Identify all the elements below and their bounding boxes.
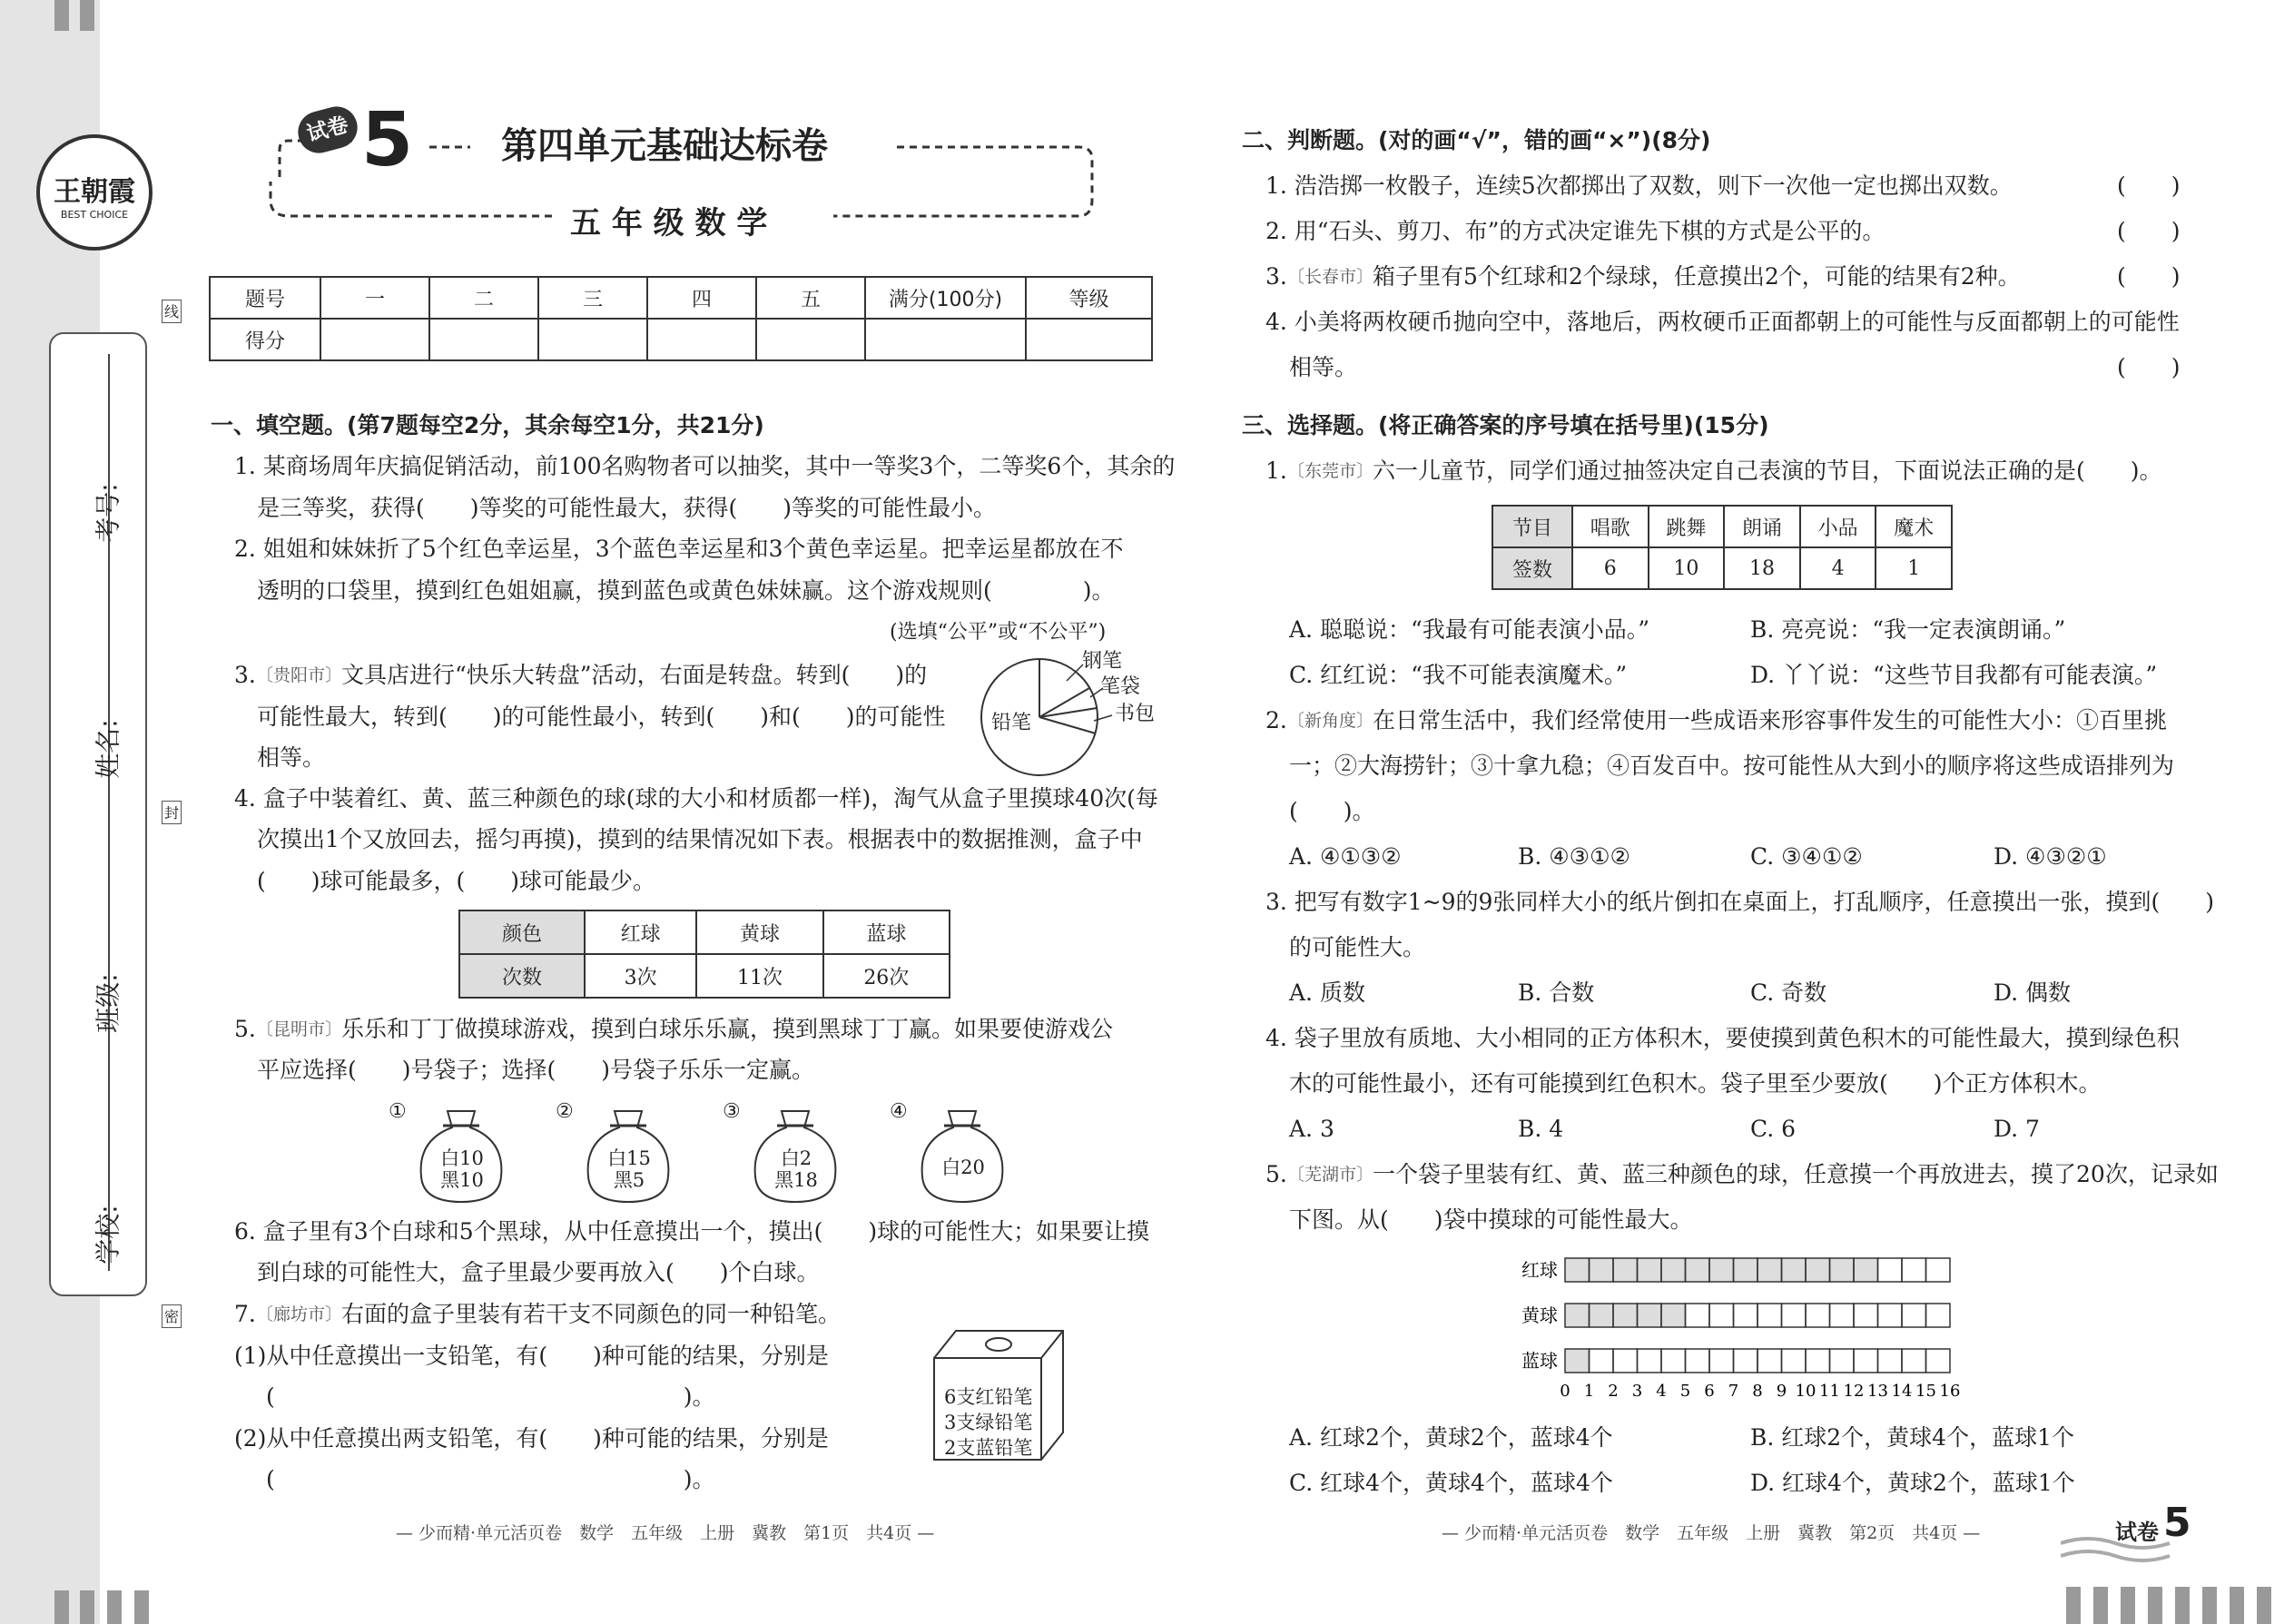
table-cell: 18 [1724,547,1800,589]
chart-grid-cell [1878,1258,1903,1282]
section-2-heading: 二、判断题。(对的画“√”，错的画“×”)(8分) [1242,127,1711,153]
chart-grid-cell [1638,1349,1662,1373]
score-header: 五 [756,277,865,319]
chart-grid-cell [1734,1349,1758,1373]
bag-number: ③ [723,1100,741,1123]
logo-subtext: BEST CHOICE [60,209,129,221]
score-header: 二 [429,277,538,319]
score-cell[interactable] [647,319,756,360]
chart-grid-cell [1926,1258,1951,1282]
chart-bar [1565,1304,1686,1327]
choice-option[interactable]: B. 红球2个，黄球4个，蓝球1个 [1750,1424,2074,1451]
bag-label: 白2 [780,1147,812,1169]
table-cell: 签数 [1492,547,1572,589]
chart-bar [1565,1258,1878,1282]
choice-option[interactable]: C. ③④①② [1750,843,1863,870]
q7-line: (1)从中任意摸出一支铅笔，有( )种可能的结果，分别是 [234,1343,829,1369]
chart-grid-cell [1854,1304,1878,1327]
chart-grid-cell [1782,1349,1807,1373]
choice-q3: 3. 把写有数字1~9的9张同样大小的纸片倒扣在桌面上，打乱顺序，任意摸出一张，摸到( ) [1265,889,2214,915]
q3-number: 3. [234,662,256,688]
score-row-label: 得分 [210,319,320,360]
bag-number: ④ [890,1100,908,1123]
table-cell: 节目 [1492,506,1572,547]
q3-line: 文具店进行“快乐大转盘”活动，右面是转盘。转到( )的 [341,662,928,688]
choice-option[interactable]: C. 奇数 [1750,979,1827,1006]
choice-q1-tag: 〔东莞市〕 [1287,461,1374,481]
spinner-label-pencil: 铅笔 [991,712,1032,734]
choice-option[interactable]: A. 红球2个，黄球2个，蓝球4个 [1289,1424,1613,1451]
chart-grid-cell [1854,1349,1878,1373]
chart-grid-cell [1686,1349,1710,1373]
judge-q3: 箱子里有5个红球和2个绿球，任意摸出2个，可能的结果有2种。 [1373,263,2021,290]
table-cell: 10 [1649,547,1725,589]
chart-tick-label: 16 [1939,1382,1961,1401]
judge-q3-number: 3. [1265,263,1287,290]
score-header: 一 [320,277,429,319]
q2-line: 2. 姐姐和妹妹折了5个红色幸运星，3个蓝色幸运星和3个黄色幸运星。把幸运星都放在不 [234,536,1124,562]
program-table [1492,505,1953,590]
chart-tick-label: 15 [1915,1382,1936,1401]
q1-line: 1. 某商场周年庆搞促销活动，前100名购物者可以抽奖，其中一等奖3个，二等奖6个，其余的 [234,453,1176,479]
chart-grid-cell [1902,1304,1926,1327]
chart-grid-cell [1926,1349,1951,1373]
bag-label: 白15 [607,1147,651,1169]
chart-grid-cell [1613,1349,1638,1373]
section-3-heading: 三、选择题。(将正确答案的序号填在括号里)(15分) [1242,412,1769,438]
judge-q4: 4. 小美将两枚硬币抛向空中，落地后，两枚硬币正面都朝上的可能性与反面都朝上的可能性 [1265,309,2180,335]
bag-1 [389,1097,507,1206]
chart-tick-label: 9 [1776,1382,1787,1401]
bag-number: ① [389,1100,407,1123]
chart-grid-cell [1878,1304,1903,1327]
chart-grid-cell [1806,1304,1830,1327]
bag-number: ② [556,1100,574,1123]
q2-hint: (选填“公平”或“不公平”) [890,621,1107,644]
chart-tick-label: 13 [1867,1382,1888,1401]
spinner-label-pencil-case: 笔袋 [1100,675,1141,698]
spinner-label-pen: 钢笔 [1082,650,1123,673]
judge-q4: 相等。 [1289,354,1358,380]
judge-q2: 2. 用“石头、剪刀、布”的方式决定谁先下棋的方式是公平的。 [1265,218,1885,244]
footer-right: — 少而精·单元活页卷 数学 五年级 上册 冀教 第2页 共4页 — [1442,1523,1981,1543]
choice-option[interactable]: A. 3 [1289,1116,1334,1142]
box-label: 2支蓝铅笔 [944,1437,1033,1459]
chart-tick-label: 14 [1891,1382,1913,1401]
student-info-panel [49,332,147,1296]
q7-line: (2)从中任意摸出两支铅笔，有( )种可能的结果，分别是 [234,1425,829,1452]
score-header: 满分(100分) [865,277,1026,319]
q5-line: 平应选择( )号袋子；选择( )号袋子乐乐一定赢。 [257,1057,815,1083]
chart-grid-cell [1902,1258,1926,1282]
table-cell: 唱歌 [1572,506,1649,547]
page-title: 第四单元基础达标卷 [501,125,828,167]
q3-source-tag: 〔贵阳市〕 [256,665,343,685]
box-label: 3支绿铅笔 [944,1412,1033,1433]
score-header: 等级 [1026,277,1152,319]
chart-tick-label: 3 [1631,1382,1643,1401]
chart-grid-cell [1686,1304,1710,1327]
choice-option[interactable]: B. 合数 [1518,979,1595,1006]
score-cell[interactable] [756,319,865,360]
choice-option[interactable]: B. 亮亮说：“我一定表演朗诵。” [1750,616,2066,643]
bag-3 [723,1097,841,1206]
seal-line-char: 线 [162,300,182,323]
choice-option[interactable]: B. ④③①② [1518,843,1630,870]
table-cell: 朗诵 [1724,506,1800,547]
corner-number: 5 [2163,1500,2191,1546]
score-header: 三 [538,277,647,319]
table-cell: 黄球 [696,910,822,954]
chart-grid-cell [1902,1349,1926,1373]
choice-option[interactable]: D. 丫丫说：“这些节目我都有可能表演。” [1750,662,2158,688]
q7-source-tag: 〔廊坊市〕 [256,1304,343,1324]
chart-tick-label: 2 [1608,1382,1619,1401]
ball-count-table [458,910,950,999]
q3-line: 相等。 [257,744,326,771]
choice-q1-number: 1. [1265,458,1287,484]
choice-q5-tag: 〔芜湖市〕 [1287,1165,1374,1185]
choice-option[interactable]: A. 聪聪说：“我最有可能表演小品。” [1289,616,1650,643]
q6-line: 到白球的可能性大，盒子里最少要再放入( )个白球。 [257,1259,820,1285]
q7-line: ( )。 [266,1466,715,1492]
chart-category-label: 红球 [1521,1259,1558,1281]
choice-option[interactable]: D. 7 [1994,1116,2040,1142]
chart-tick-label: 7 [1728,1382,1739,1401]
footer-left: — 少而精·单元活页卷 数学 五年级 上册 冀教 第1页 共4页 — [396,1523,935,1543]
page-subtitle: 五 年 级 数 学 [570,205,768,241]
choice-q5: 一个袋子里装有红、黄、蓝三种颜色的球，任意摸一个再放进去，摸了20次，记录如 [1373,1161,2219,1187]
choice-option[interactable]: C. 6 [1750,1116,1797,1142]
bag-2 [556,1097,674,1206]
chart-tick-label: 12 [1843,1382,1865,1401]
chart-grid-cell [1926,1304,1951,1327]
table-cell: 红球 [585,910,696,954]
chart-tick-label: 5 [1679,1382,1691,1401]
bag-label: 白20 [941,1156,985,1178]
choice-q2: 一；②大海捞针；③十拿九稳；④百发百中。按可能性从大到小的顺序将这些成语排列为 [1289,753,2175,779]
score-cell[interactable] [538,319,647,360]
q3-line: 可能性最大，转到( )的可能性最小，转到( )和( )的可能性 [257,704,946,730]
table-cell: 魔术 [1876,506,1952,547]
chart-grid-cell [1734,1304,1758,1327]
seal-line-char: 封 [162,801,182,824]
score-cell[interactable] [865,319,1026,360]
table-cell: 26次 [823,954,950,998]
q4-line: 次摸出1个又放回去，摇匀再摸)，摸到的结果情况如下表。根据表中的数据推测，盒子中 [257,826,1143,852]
q5-number: 5. [234,1016,256,1042]
bag-label: 黑18 [774,1169,818,1191]
exam-number-label: 考号: [93,483,123,543]
score-table [209,276,1153,361]
publisher-logo [36,134,153,251]
choice-option[interactable]: A. ④①③② [1289,843,1402,870]
table-cell: 11次 [696,954,822,998]
name-label: 姓名: [93,719,123,779]
choice-q4: 木的可能性最小，还有可能摸到红色积木。袋子里至少要放( )个正方体积木。 [1289,1070,2102,1097]
choice-q5: 下图。从( )袋中摸球的可能性最大。 [1289,1206,1693,1233]
choice-q4: 4. 袋子里放有质地、大小相同的正方体积木，要使摸到黄色积木的可能性最大，摸到绿色积 [1265,1025,2180,1051]
chart-grid-cell [1709,1349,1734,1373]
chart-category-label: 黄球 [1521,1304,1558,1326]
choice-q5-number: 5. [1265,1161,1287,1187]
choice-q2-tag: 〔新角度〕 [1287,711,1374,731]
bag-4 [890,1097,1008,1206]
chart-grid-cell [1757,1349,1782,1373]
chart-grid-cell [1661,1349,1686,1373]
chart-grid-cell [1830,1349,1855,1373]
paper-badge: 试卷 [293,102,362,158]
choice-option[interactable]: C. 红球4个，黄球4个，蓝球4个 [1289,1470,1613,1496]
answer-paren[interactable]: ( ) [2117,218,2181,244]
judge-q3-tag: 〔长春市〕 [1287,267,1374,287]
chart-tick-label: 4 [1656,1382,1667,1401]
choice-q3: 的可能性大。 [1289,934,1426,960]
chart-bar [1565,1349,1590,1373]
choice-option[interactable]: D. ④③②① [1994,843,2107,870]
school-label: 学校: [93,1205,123,1265]
answer-paren[interactable]: ( ) [2117,354,2181,380]
table-cell: 颜色 [459,910,585,954]
seal-line-char: 密 [162,1304,182,1328]
q7-number: 7. [234,1301,256,1327]
q5-line: 乐乐和丁丁做摸球游戏，摸到白球乐乐赢，摸到黑球丁丁赢。如果要使游戏公 [341,1016,1114,1042]
chart-grid-cell [1590,1349,1614,1373]
chart-tick-label: 1 [1583,1382,1595,1401]
bag-label: 白10 [440,1147,484,1169]
choice-option[interactable]: D. 红球4个，黄球2个，蓝球1个 [1750,1470,2075,1496]
spinner-label-bag: 书包 [1115,703,1156,725]
chart-tick-label: 10 [1795,1382,1816,1401]
table-cell: 次数 [459,954,585,998]
chart-tick-label: 6 [1704,1382,1715,1401]
table-cell: 6 [1572,547,1649,589]
box-label: 6支红铅笔 [944,1386,1033,1408]
judge-q1: 1. 浩浩掷一枚骰子，连续5次都掷出了双数，则下一次他一定也掷出双数。 [1265,172,2013,199]
score-header: 题号 [210,277,320,319]
chart-grid-cell [1806,1349,1830,1373]
score-cell[interactable] [1026,319,1152,360]
score-header: 四 [647,277,756,319]
table-cell: 4 [1800,547,1876,589]
choice-q2: 在日常生活中，我们经常使用一些成语来形容事件发生的可能性大小：①百里挑 [1373,707,2168,733]
q5-source-tag: 〔昆明市〕 [256,1019,343,1039]
q7-line: 右面的盒子里装有若干支不同颜色的同一种铅笔。 [341,1301,842,1327]
chart-category-label: 蓝球 [1521,1350,1558,1372]
choice-option[interactable]: C. 红红说：“我不可能表演魔术。” [1289,662,1628,688]
q7-line: ( )。 [266,1383,715,1410]
answer-paren[interactable]: ( ) [2117,172,2181,199]
chart-grid-cell [1782,1304,1807,1327]
chart-grid-cell [1830,1304,1855,1327]
chart-tick-label: 11 [1819,1382,1840,1401]
table-cell: 小品 [1800,506,1876,547]
section-1-heading: 一、填空题。(第7题每空2分，其余每空1分，共21分) [211,412,764,438]
q6-line: 6. 盒子里有3个白球和5个黑球，从中任意摸出一个，摸出( )球的可能性大；如果要让摸 [234,1218,1150,1245]
paper-number: 5 [361,97,414,183]
choice-option[interactable]: B. 4 [1518,1116,1564,1142]
table-cell: 3次 [585,954,696,998]
corner-label: 试卷 [2115,1520,2159,1545]
answer-paren[interactable]: ( ) [2117,263,2181,290]
choice-q2: ( )。 [1289,798,1375,824]
score-cell[interactable] [320,319,429,360]
chart-grid-cell [1878,1349,1903,1373]
choice-q1: 六一儿童节，同学们通过抽签决定自己表演的节目，下面说法正确的是( )。 [1373,458,2162,484]
choice-option[interactable]: D. 偶数 [1994,979,2072,1006]
choice-q2-number: 2. [1265,707,1287,733]
q4-line: ( )球可能最多，( )球可能最少。 [257,868,656,894]
choice-option[interactable]: A. 质数 [1289,979,1365,1006]
table-cell: 1 [1876,547,1952,589]
ball-count-chart [1507,1253,1979,1407]
chart-grid-cell [1709,1304,1734,1327]
table-cell: 跳舞 [1649,506,1725,547]
logo-text: 王朝霞 [54,176,135,208]
class-label: 班级: [93,973,123,1033]
table-cell: 蓝球 [823,910,950,954]
chart-grid-cell [1757,1304,1782,1327]
bag-label: 黑10 [440,1169,484,1191]
q2-line: 透明的口袋里，摸到红色姐姐赢，摸到蓝色或黄色妹妹赢。这个游戏规则( )。 [257,577,1115,604]
q4-line: 4. 盒子中装着红、黄、蓝三种颜色的球(球的大小和材质都一样)，淘气从盒子里摸球40次(每 [234,785,1158,812]
bag-label: 黑5 [613,1169,645,1191]
chart-tick-label: 0 [1560,1382,1570,1401]
chart-tick-label: 8 [1752,1382,1763,1401]
q1-line: 是三等奖，获得( )等奖的可能性最大，获得( )等奖的可能性最小。 [257,495,997,521]
score-cell[interactable] [429,319,538,360]
